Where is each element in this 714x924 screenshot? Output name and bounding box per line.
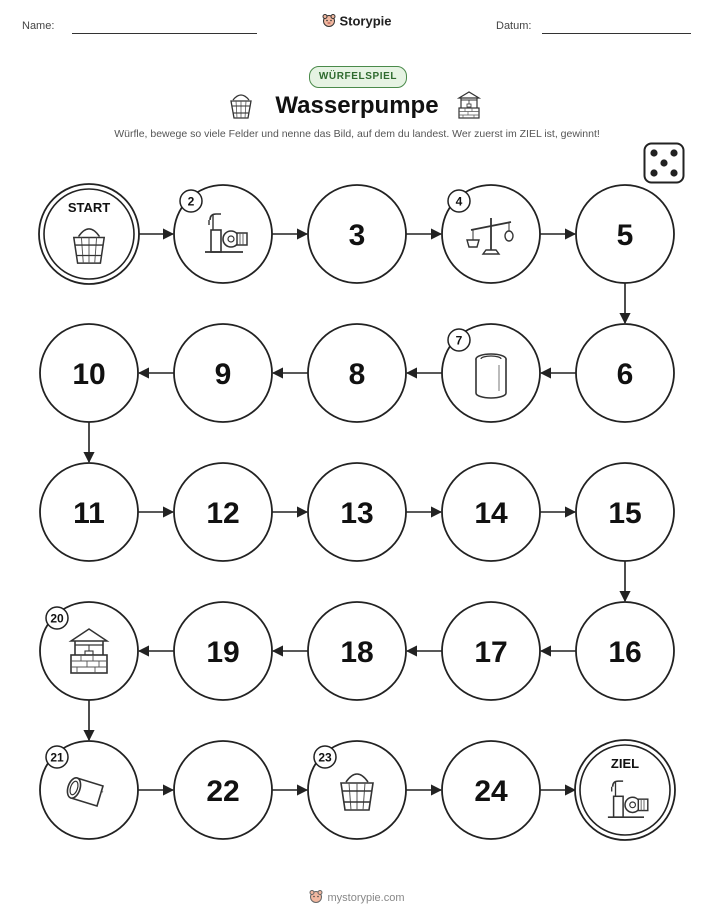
date-label: Datum: (496, 20, 532, 32)
board-space-21 (40, 741, 138, 839)
space-number: 14 (474, 497, 508, 530)
board-space-4 (442, 185, 540, 283)
space-number: 13 (340, 497, 374, 530)
board-space-20 (40, 602, 138, 700)
goal-label: ZIEL (610, 756, 640, 771)
space-number: 2 (187, 194, 195, 209)
space-number: 22 (206, 775, 240, 808)
pipe-icon (476, 354, 506, 398)
space-number: 11 (73, 497, 105, 530)
start-space (39, 184, 139, 284)
board-space-8 (308, 324, 406, 422)
board-space-7 (442, 324, 540, 422)
space-number: 8 (348, 358, 366, 391)
board-space-22 (174, 741, 272, 839)
storypie-logo-icon (309, 889, 323, 907)
space-number: 17 (474, 636, 508, 669)
board-space-14 (442, 463, 540, 561)
board-space-15 (576, 463, 674, 561)
footer (0, 889, 714, 907)
board-space-9 (174, 324, 272, 422)
space-number: 3 (348, 219, 366, 252)
space-number: 19 (206, 636, 240, 669)
space-number: 5 (616, 219, 634, 252)
space-number: 18 (340, 636, 374, 669)
space-number: 7 (455, 333, 463, 348)
board-space-16 (576, 602, 674, 700)
board-space-10 (40, 324, 138, 422)
name-label: Name: (22, 20, 55, 32)
board-space-11 (40, 463, 138, 561)
board-space-6 (576, 324, 674, 422)
space-number: 10 (72, 358, 106, 391)
space-number: 15 (608, 497, 642, 530)
space-number: 24 (474, 775, 508, 808)
instructions: Würfle, bewege so viele Felder und nenne das Bild, auf dem du landest. Wer zuerst im ZIEL ist, gewinnt! (114, 128, 600, 140)
board-space-18 (308, 602, 406, 700)
space-number: 21 (50, 750, 64, 765)
brand-name: Storypie (339, 13, 392, 29)
space-number: 9 (214, 358, 232, 391)
board-space-5 (576, 185, 674, 283)
space-number: 4 (455, 194, 463, 209)
space-number: 12 (206, 497, 240, 530)
goal-space (575, 740, 675, 840)
board-space-24 (442, 741, 540, 839)
board-space-19 (174, 602, 272, 700)
board-space-12 (174, 463, 272, 561)
board-space-23 (308, 741, 406, 839)
board-space-2 (174, 185, 272, 283)
board-space-17 (442, 602, 540, 700)
space-number: 16 (608, 636, 642, 669)
board-space-13 (308, 463, 406, 561)
footer-url: mystorypie.com (327, 891, 405, 904)
space-number: 20 (50, 611, 64, 626)
game-type-badge: WÜRFELSPIEL (309, 66, 407, 88)
page-title: Wasserpumpe (275, 92, 439, 119)
board-space-3 (308, 185, 406, 283)
space-number: 23 (318, 750, 332, 765)
start-label: START (67, 200, 111, 215)
space-number: 6 (616, 358, 634, 391)
